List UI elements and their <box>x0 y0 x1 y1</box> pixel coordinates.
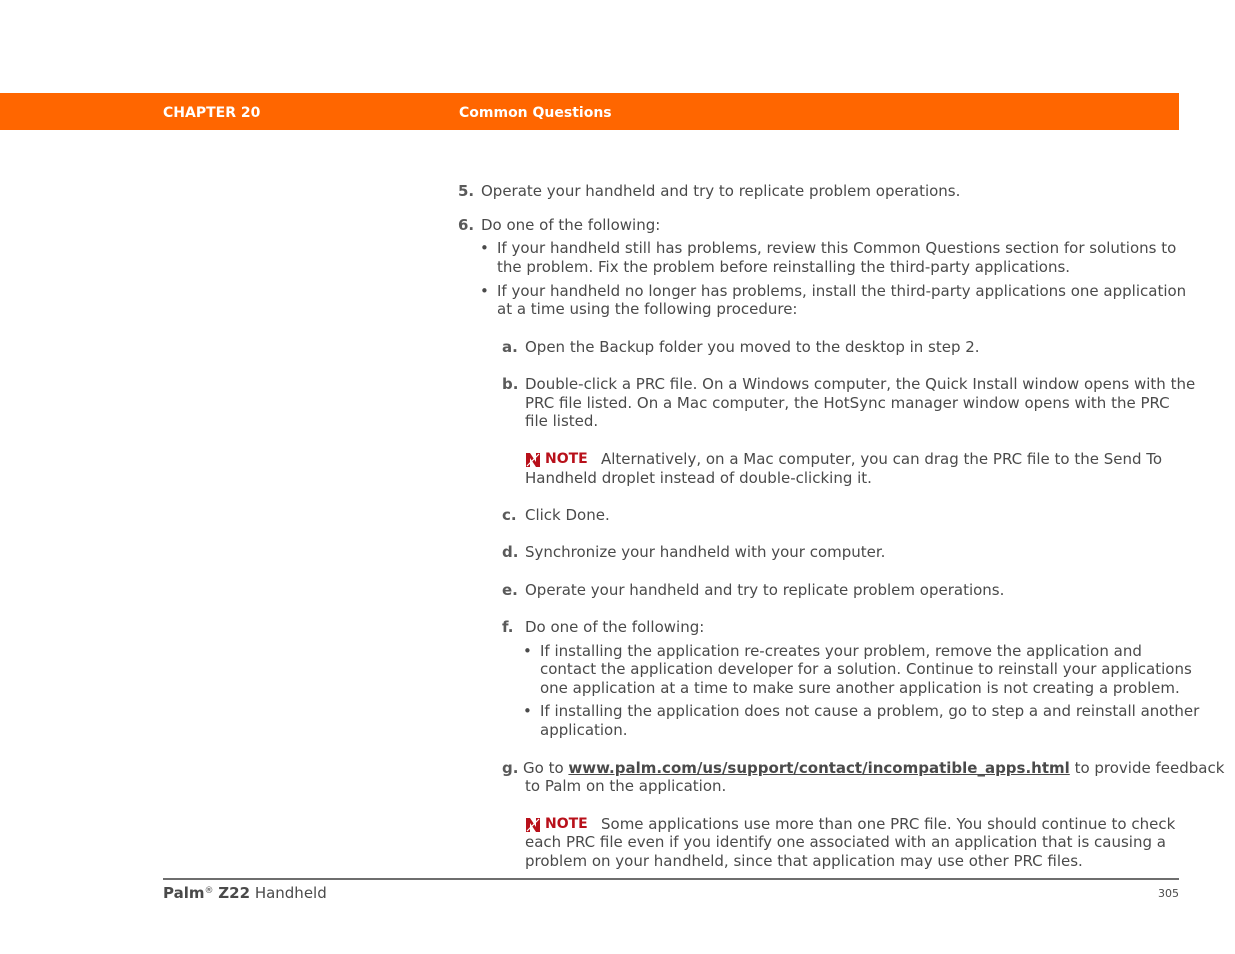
substep-text: PRC file listed. On a Mac computer, the HotSync manager window opens with the PRC <box>525 394 1170 412</box>
substep-letter: e. <box>502 581 518 599</box>
substep-text: Do one of the following: <box>525 618 705 636</box>
substep-text: Double-click a PRC file. On a Windows computer, the Quick Install window opens with the <box>525 375 1196 393</box>
bullet-dot: • <box>523 702 532 720</box>
note-text: Some applications use more than one PRC file. You should continue to check <box>601 815 1176 833</box>
substep-text: Open the Backup folder you moved to the desktop in step 2. <box>525 338 980 356</box>
note-label: NOTE <box>545 451 588 467</box>
bullet-text: one application at a time to make sure another application is not creating a problem. <box>540 679 1180 697</box>
footer-product-name: Handheld <box>254 884 327 902</box>
footer-divider <box>163 878 1179 880</box>
substep-letter: a. <box>502 338 518 356</box>
bullet-dot: • <box>480 282 489 300</box>
substep-letter: f. <box>502 618 514 636</box>
substep-text: Click Done. <box>525 506 610 524</box>
bullet-text: If your handheld no longer has problems, install the third-party applications one application <box>497 282 1187 300</box>
step-number: 6. <box>458 216 475 234</box>
page-number: 305 <box>1158 887 1179 900</box>
bullet-text: If installing the application does not cause a problem, go to step a and reinstall another <box>540 702 1200 720</box>
substep-text-post: to provide feedback <box>1069 759 1225 777</box>
substep-letter: c. <box>502 506 517 524</box>
note-icon <box>525 452 541 468</box>
bullet-text: If your handheld still has problems, review this Common Questions section for solutions to <box>497 239 1177 257</box>
substep-letter: g. <box>502 759 519 777</box>
bullet-dot: • <box>480 239 489 257</box>
bullet-text: contact the application developer for a solution. Continue to reinstall your applications <box>540 660 1192 678</box>
bullet-dot: • <box>523 642 532 660</box>
note-text: Handheld droplet instead of double-clicking it. <box>525 469 872 487</box>
chapter-title: Common Questions <box>459 105 612 121</box>
note-label: NOTE <box>545 816 588 832</box>
note-icon <box>525 817 541 833</box>
substep-text: Synchronize your handheld with your computer. <box>525 543 886 561</box>
substep-text: file listed. <box>525 412 599 430</box>
substep-letter: b. <box>502 375 519 393</box>
note-text: each PRC file even if you identify one associated with an application that is causing a <box>525 833 1166 851</box>
substep-text <box>523 759 1224 778</box>
bullet-text: at a time using the following procedure: <box>497 300 798 318</box>
substep-letter: d. <box>502 543 519 561</box>
step-text: Do one of the following: <box>481 216 661 234</box>
registered-mark: ® <box>204 886 214 896</box>
footer-product <box>163 884 327 903</box>
note-text: Alternatively, on a Mac computer, you can drag the PRC file to the Send To <box>601 450 1163 468</box>
footer-model: Z22 <box>218 884 251 902</box>
support-link[interactable]: www.palm.com/us/support/contact/incompatible_apps.html <box>568 759 1070 777</box>
step-text: Operate your handheld and try to replicate problem operations. <box>481 182 961 200</box>
bullet-text: the problem. Fix the problem before reinstalling the third-party applications. <box>497 258 1071 276</box>
note-text: problem on your handheld, since that application may use other PRC files. <box>525 852 1083 870</box>
substep-text: Operate your handheld and try to replicate problem operations. <box>525 581 1005 599</box>
substep-text-pre: Go to <box>523 759 569 777</box>
bullet-text: application. <box>540 721 628 739</box>
substep-text: to Palm on the application. <box>525 777 727 795</box>
step-number: 5. <box>458 182 475 200</box>
footer-brand: Palm <box>163 884 205 902</box>
chapter-label: CHAPTER 20 <box>163 105 261 121</box>
bullet-text: If installing the application re-creates your problem, remove the application and <box>540 642 1142 660</box>
